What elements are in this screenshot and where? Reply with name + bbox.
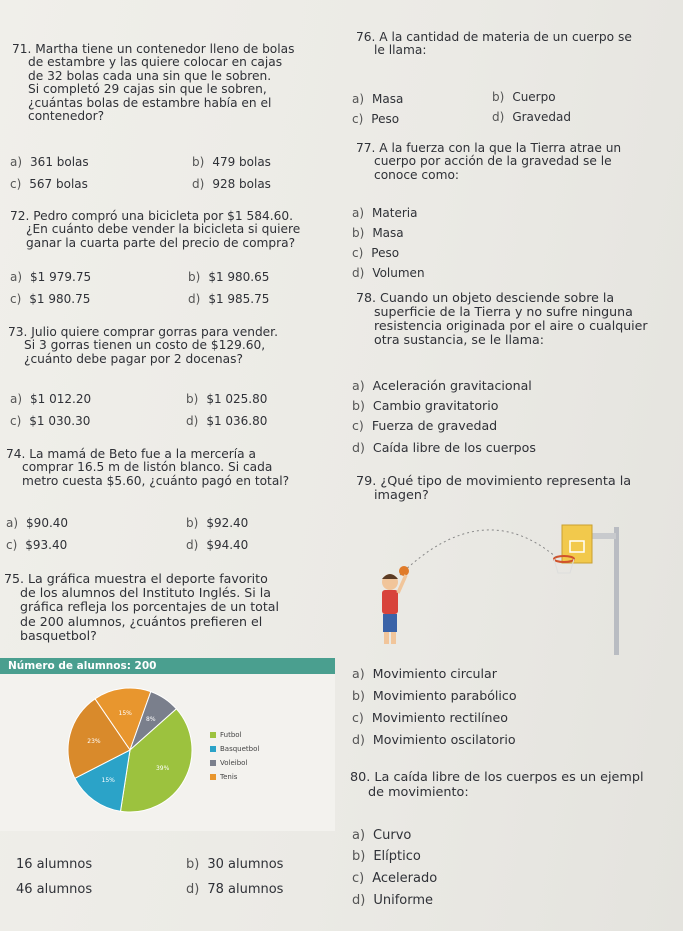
boy-hair	[382, 574, 398, 579]
q72-line: 72. Pedro compró una bicicleta por $1 584.60.	[10, 209, 294, 223]
q71-line: Si completó 29 cajas sin que le sobren,	[28, 82, 267, 97]
option-letter: b)	[192, 155, 205, 169]
q76-option-b[interactable]	[492, 90, 556, 104]
option-text: $1 980.75	[29, 292, 91, 306]
pie-chart-panel	[0, 658, 335, 831]
option-text: Acelerado	[372, 871, 438, 886]
question-80	[350, 770, 683, 800]
option-letter: c)	[10, 292, 22, 306]
option-text: Elíptico	[373, 849, 421, 864]
q71-option-c[interactable]	[10, 177, 88, 191]
option-text: 928 bolas	[212, 177, 271, 191]
option-text: Gravedad	[512, 110, 571, 124]
question-78	[356, 291, 648, 347]
q74-option-c[interactable]	[6, 538, 67, 552]
pie-slice-label: 39%	[155, 764, 170, 772]
question-72	[10, 210, 300, 250]
option-text: $1 036.80	[206, 414, 268, 428]
q80-option-d[interactable]	[352, 893, 433, 908]
option-letter: b)	[186, 516, 199, 530]
q77-option-b[interactable]	[352, 226, 404, 240]
option-letter: c)	[352, 418, 364, 433]
question-76	[356, 31, 632, 58]
q75-option-d[interactable]	[186, 882, 283, 897]
option-letter: a)	[352, 92, 365, 106]
option-text: Peso	[371, 246, 400, 260]
option-text: Uniforme	[373, 893, 434, 908]
option-letter: a)	[10, 270, 23, 284]
q73-line: 73. Julio quiere comprar gorras para vender.	[8, 325, 278, 339]
q72-line: ¿En cuánto debe vender la bicicleta si quiere	[26, 222, 301, 237]
option-letter: b)	[352, 688, 365, 703]
legend-item-basquetbol	[210, 742, 259, 756]
q73-option-d[interactable]	[186, 414, 267, 428]
q78-option-d[interactable]	[352, 440, 536, 455]
q73-line: Si 3 gorras tienen un costo de $129.60,	[24, 338, 266, 353]
option-text: $1 012.20	[30, 392, 92, 406]
legend-swatch	[210, 774, 216, 780]
hoop-post	[614, 527, 619, 655]
q74-line: metro cuesta $5.60, ¿cuánto pagó en total?	[22, 473, 290, 488]
option-text: $93.40	[25, 538, 68, 552]
option-letter: a)	[352, 206, 365, 220]
pie-slice-label: 15%	[118, 710, 132, 718]
q73-line: ¿cuánto debe pagar por 2 docenas?	[24, 351, 243, 366]
option-text: Cuerpo	[512, 90, 556, 104]
option-letter: d)	[192, 177, 205, 191]
q74-option-a[interactable]	[6, 516, 68, 530]
q71-line: contenedor?	[28, 109, 105, 124]
option-text: Fuerza de gravedad	[371, 418, 498, 433]
q73-option-c[interactable]	[10, 414, 90, 428]
option-text: $1 979.75	[30, 270, 92, 284]
question-79	[356, 475, 631, 503]
q72-option-a[interactable]	[10, 270, 91, 284]
option-text: 361 bolas	[30, 155, 89, 169]
q80-option-c[interactable]	[352, 871, 437, 886]
option-letter: c)	[352, 710, 364, 725]
option-letter: d)	[186, 882, 200, 897]
legend-swatch	[210, 746, 216, 752]
legend-item-voleibol	[210, 756, 259, 770]
chart-header: Número de alumnos: 200	[0, 658, 335, 674]
q75-line: de los alumnos del Instituto Inglés. Si la	[20, 585, 271, 601]
option-letter: a)	[6, 516, 19, 530]
q72-option-d[interactable]	[188, 292, 269, 306]
q77-option-c[interactable]	[352, 246, 399, 260]
option-text: Cambio gravitatorio	[372, 398, 499, 413]
boy-pants	[383, 614, 397, 632]
q75-option-b[interactable]	[186, 857, 283, 872]
q72-option-b[interactable]	[188, 270, 269, 284]
q75-line: 75. La gráfica muestra el deporte favorito	[4, 571, 268, 586]
q79-option-c[interactable]	[352, 710, 508, 725]
option-letter: c)	[10, 414, 22, 428]
q75-line: basquetbol?	[20, 627, 97, 643]
option-letter: d)	[188, 292, 201, 306]
q78-line: 78. Cuando un objeto desciende sobre la	[356, 290, 615, 305]
option-text: Caída libre de los cuerpos	[372, 440, 536, 455]
q78-option-a[interactable]	[352, 378, 532, 393]
q80-option-b[interactable]	[352, 849, 421, 864]
option-text: $94.40	[206, 538, 249, 552]
legend-item-tenis	[210, 770, 259, 784]
q71-option-a[interactable]	[10, 155, 89, 169]
boy-leg	[391, 632, 396, 644]
boy-leg	[384, 632, 389, 644]
option-letter: d)	[186, 414, 199, 428]
q80-line: de movimiento:	[368, 785, 469, 800]
pie-slice-label: 23%	[87, 737, 101, 745]
ball-trajectory	[400, 530, 556, 575]
option-text: 46 alumnos	[16, 882, 93, 897]
q76-line: le llama:	[374, 43, 427, 58]
q79-line: imagen?	[374, 488, 429, 504]
backboard	[562, 525, 592, 563]
option-letter: b)	[186, 857, 200, 872]
option-letter: d)	[186, 538, 199, 552]
q79-option-b[interactable]	[352, 688, 517, 703]
q77-line: cuerpo por acción de la gravedad se le	[374, 154, 612, 169]
option-text: Masa	[372, 226, 404, 240]
q74-option-d[interactable]	[186, 538, 248, 552]
option-letter: b)	[352, 226, 365, 240]
option-letter: c)	[6, 538, 18, 552]
question-71	[12, 43, 294, 123]
basketball	[399, 566, 409, 576]
pie-slice-label: 8%	[146, 716, 156, 724]
q76-option-c[interactable]	[352, 112, 399, 126]
option-text: Movimiento circular	[372, 666, 497, 681]
option-letter: c)	[352, 246, 364, 260]
q71-line: 71. Martha tiene un contenedor lleno de bolas	[12, 42, 295, 56]
q73-option-b[interactable]	[186, 392, 267, 406]
q76-line: 76. A la cantidad de materia de un cuerpo se	[356, 30, 632, 44]
option-text: Curvo	[373, 828, 412, 843]
option-text: 16 alumnos	[16, 857, 93, 872]
question-75	[4, 572, 279, 643]
option-text: $1 030.30	[29, 414, 91, 428]
option-text: Materia	[372, 206, 418, 220]
q75-option-c[interactable]	[2, 882, 92, 897]
option-letter: d)	[352, 893, 366, 908]
q72-option-c[interactable]	[10, 292, 90, 306]
q80-line: 80. La caída libre de los cuerpos es un ejempl	[350, 770, 644, 785]
legend-label: Basquetbol	[220, 745, 260, 753]
q78-option-c[interactable]	[352, 418, 497, 433]
option-letter: a)	[10, 392, 23, 406]
option-letter: d)	[352, 440, 365, 455]
option-letter: d)	[492, 110, 505, 124]
boy-arm	[398, 575, 406, 593]
legend-item-futbol	[210, 728, 259, 742]
q77-line: conoce como:	[374, 167, 460, 182]
q73-option-a[interactable]	[10, 392, 91, 406]
pie-slice-label: 15%	[101, 777, 115, 785]
q75-line: de 200 alumnos, ¿cuántos prefieren el	[20, 613, 263, 629]
q75-line: gráfica refleja los porcentajes de un total	[20, 599, 280, 615]
legend-swatch	[210, 732, 216, 738]
option-letter: c)	[10, 177, 22, 191]
legend-label: Tenis	[220, 773, 238, 781]
q79-option-a[interactable]	[352, 666, 497, 681]
q80-option-a[interactable]	[352, 828, 411, 843]
q79-option-d[interactable]	[352, 732, 516, 747]
option-letter: b)	[186, 392, 199, 406]
option-letter: c)	[352, 112, 364, 126]
option-letter: b)	[188, 270, 201, 284]
q77-line: 77. A la fuerza con la que la Tierra atrae un	[356, 141, 622, 155]
option-text: Movimiento rectilíneo	[371, 710, 508, 725]
option-text: 30 alumnos	[207, 857, 284, 872]
question-77	[356, 142, 621, 182]
q78-line: superficie de la Tierra y no sufre ninguna	[374, 304, 633, 319]
basketball-illustration	[342, 505, 683, 655]
option-text: Masa	[372, 92, 404, 106]
legend-label: Voleibol	[220, 759, 248, 767]
basketball-hoop	[554, 525, 619, 655]
q79-line: 79. ¿Qué tipo de movimiento representa la	[356, 474, 632, 489]
option-text: 567 bolas	[29, 177, 88, 191]
option-text: $90.40	[26, 516, 69, 530]
q76-option-a[interactable]	[352, 92, 403, 106]
option-text: 78 alumnos	[207, 882, 284, 897]
option-letter: d)	[352, 732, 365, 747]
option-letter: a)	[352, 378, 365, 393]
q76-option-d[interactable]	[492, 110, 571, 124]
option-letter: c)	[352, 871, 365, 886]
option-letter: a)	[352, 828, 366, 843]
q71-option-d[interactable]	[192, 177, 271, 191]
option-letter: b)	[492, 90, 505, 104]
option-text: Volumen	[372, 266, 425, 280]
boy-figure	[382, 574, 406, 644]
legend-label: Futbol	[220, 731, 242, 739]
option-text: Peso	[371, 112, 400, 126]
option-letter: d)	[352, 266, 365, 280]
option-text: $1 985.75	[208, 292, 270, 306]
option-text: Aceleración gravitacional	[372, 378, 532, 393]
q75-option-a[interactable]	[2, 857, 92, 872]
q71-line: de estambre y las quiere colocar en cajas	[28, 55, 283, 70]
q74-option-b[interactable]	[186, 516, 248, 530]
question-73	[8, 326, 278, 366]
legend-swatch	[210, 760, 216, 766]
option-text: Movimiento parabólico	[372, 688, 517, 703]
option-letter: b)	[352, 398, 365, 413]
q77-option-d[interactable]	[352, 266, 425, 280]
option-text: 479 bolas	[212, 155, 271, 169]
q77-option-a[interactable]	[352, 206, 417, 220]
option-text: $1 980.65	[208, 270, 270, 284]
q72-line: ganar la cuarta parte del precio de compra?	[26, 235, 296, 250]
option-letter: a)	[10, 155, 23, 169]
q71-line: ¿cuántas bolas de estambre había en el	[28, 95, 272, 110]
question-74	[6, 448, 289, 488]
q78-option-b[interactable]	[352, 398, 498, 413]
q71-option-b[interactable]	[192, 155, 271, 169]
option-letter: b)	[352, 849, 366, 864]
chart-legend	[210, 728, 259, 784]
q78-line: resistencia originada por el aire o cualquier	[374, 318, 648, 333]
option-text: $1 025.80	[206, 392, 268, 406]
option-letter: a)	[352, 666, 365, 681]
option-text: Movimiento oscilatorio	[372, 732, 516, 747]
q74-line: comprar 16.5 m de listón blanco. Si cada	[22, 460, 273, 475]
q74-line: 74. La mamá de Beto fue a la mercería a	[6, 447, 256, 461]
q78-line: otra sustancia, se le llama:	[374, 332, 544, 347]
option-text: $92.40	[206, 516, 249, 530]
boy-shirt	[382, 590, 398, 614]
q71-line: de 32 bolas cada una sin que le sobren.	[28, 68, 272, 83]
